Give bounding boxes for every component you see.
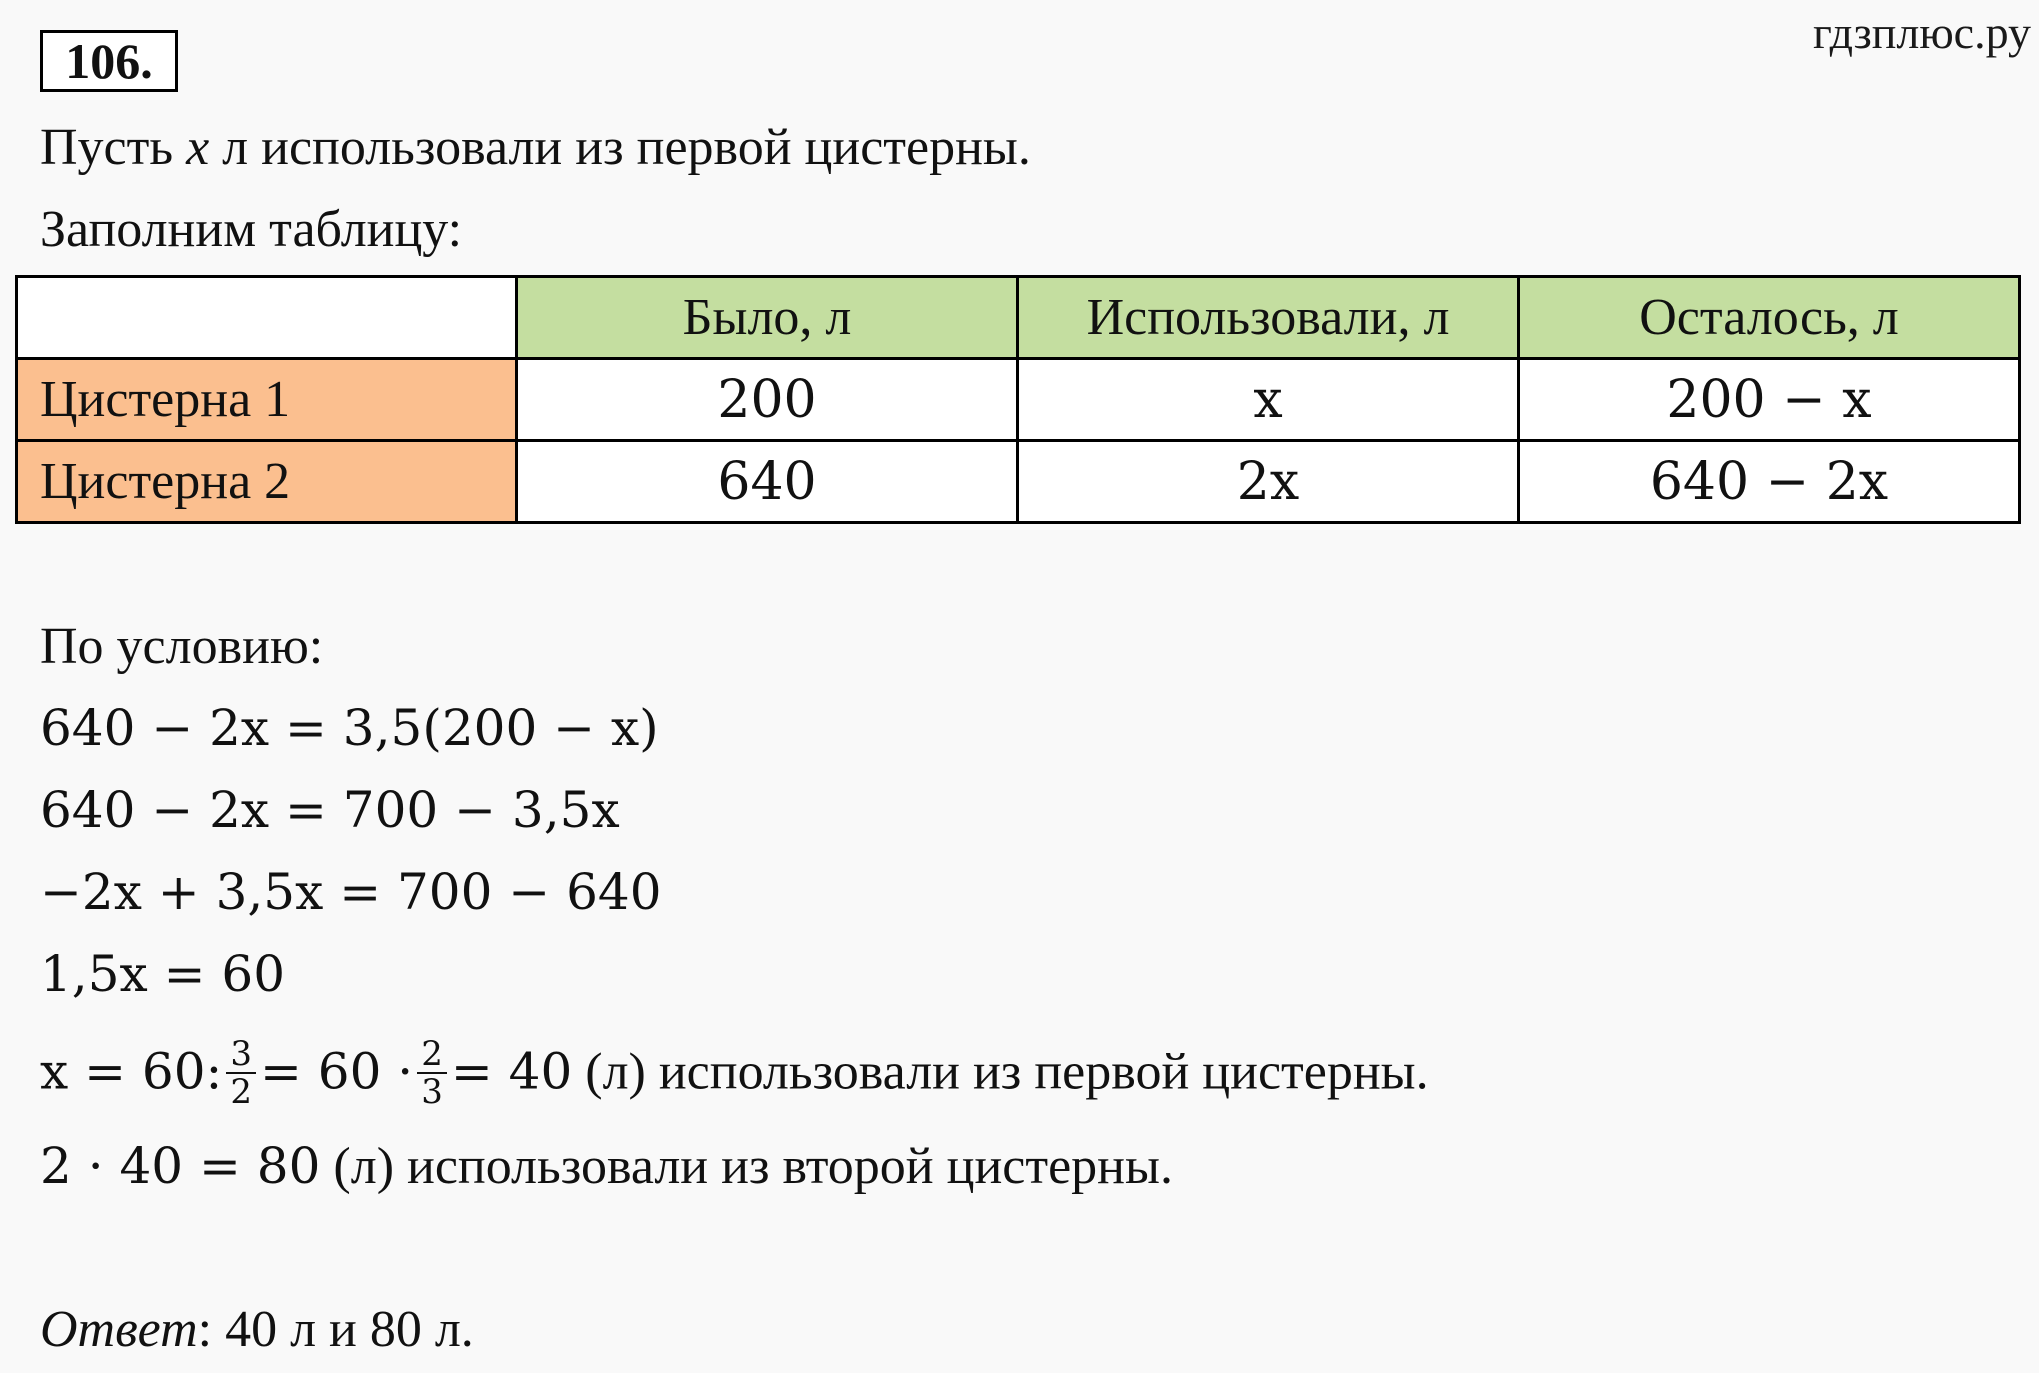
cell-used: x <box>1018 359 1519 441</box>
eq6-text: (л) использовали из второй цистерны. <box>320 1138 1173 1195</box>
table-row <box>17 441 2020 523</box>
table-header-had: Было, л <box>517 277 1018 359</box>
row-label: Цистерна 2 <box>17 441 517 523</box>
fraction-denominator: 2 <box>230 1072 252 1112</box>
intro-line-2: Заполним таблицу: <box>40 201 463 258</box>
equation-4: 1,5x = 60 <box>40 945 286 1003</box>
table-header-left: Осталось, л <box>1519 277 2020 359</box>
eq5-start: x = 60: <box>40 1042 223 1101</box>
equation-5 <box>40 1034 1429 1114</box>
intro-text-before: Пусть <box>40 119 187 176</box>
table-header-empty <box>17 277 517 359</box>
cell-had: 640 <box>517 441 1018 523</box>
cell-left: 200 − x <box>1519 359 2020 441</box>
fraction-numerator: 2 <box>417 1036 447 1074</box>
eq6-math: 2 · 40 = 80 <box>40 1137 321 1195</box>
intro-line-1 <box>40 118 1031 178</box>
table-row <box>17 359 2020 441</box>
table-header-used: Использовали, л <box>1018 277 1519 359</box>
fraction-2-3 <box>417 1036 447 1110</box>
intro-variable: x <box>186 119 210 176</box>
answer-label: Ответ <box>40 1301 198 1358</box>
fraction-3-2 <box>226 1036 256 1110</box>
equation-3: −2x + 3,5x = 700 − 640 <box>40 863 662 921</box>
cell-used: 2x <box>1018 441 1519 523</box>
answer-line <box>40 1300 474 1360</box>
eq5-text: (л) использовали из первой цистерны. <box>572 1043 1429 1101</box>
task-number: 106. <box>40 30 178 92</box>
equation-2: 640 − 2x = 700 − 3,5x <box>40 781 620 839</box>
eq5-mid: = 60 · <box>260 1042 414 1101</box>
data-table <box>15 275 2021 524</box>
answer-text: : 40 л и 80 л. <box>197 1301 474 1358</box>
equation-6 <box>40 1136 1173 1197</box>
equation-1: 640 − 2x = 3,5(200 − x) <box>40 699 659 757</box>
watermark: гдзплюс.ру <box>1813 7 2031 58</box>
row-label: Цистерна 1 <box>17 359 517 441</box>
condition-label: По условию: <box>40 618 324 675</box>
cell-had: 200 <box>517 359 1018 441</box>
eq5-result: = 40 <box>450 1042 573 1101</box>
cell-left: 640 − 2x <box>1519 441 2020 523</box>
intro-text-after: л использовали из первой цистерны. <box>209 119 1031 176</box>
fraction-numerator: 3 <box>226 1036 256 1074</box>
fraction-denominator: 3 <box>421 1072 443 1112</box>
table-header-row <box>17 277 2020 359</box>
